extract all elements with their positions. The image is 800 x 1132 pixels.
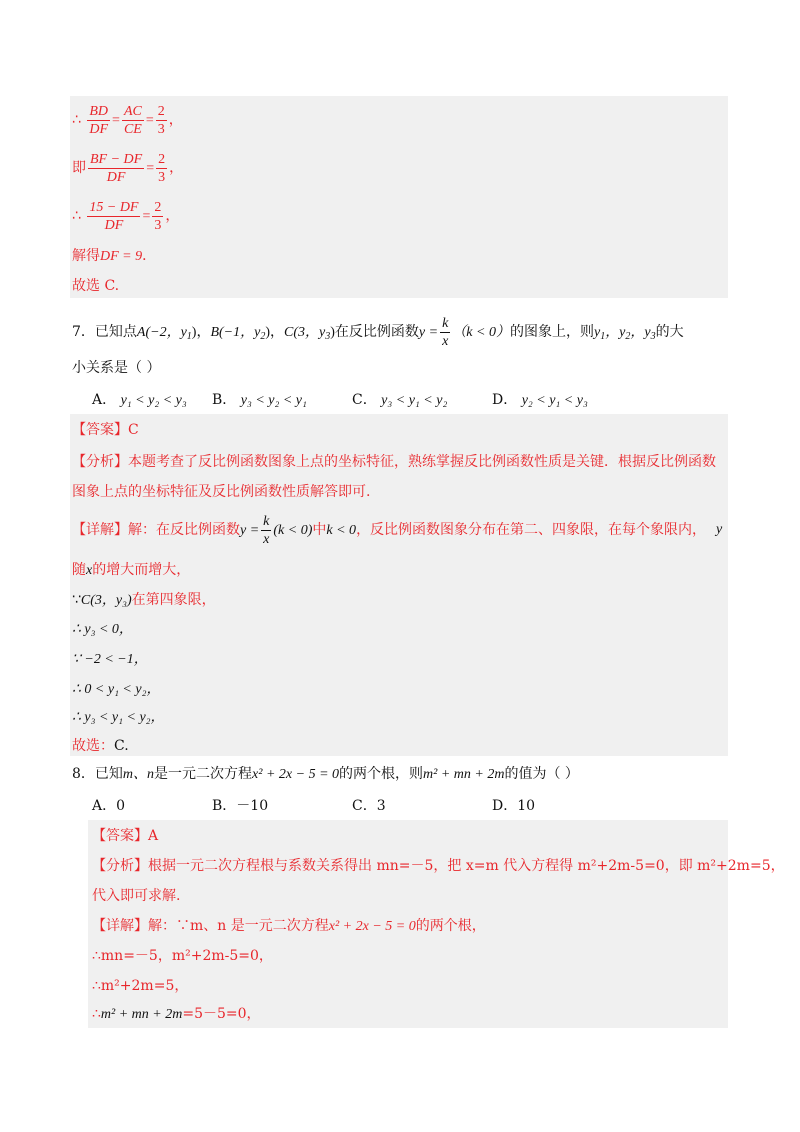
q7-analysis-1: 【分析】本题考查了反比例函数图象上点的坐标特征，熟练掌握反比例函数性质是关键．根据反比例函数	[72, 454, 716, 470]
top-step-2: 即 $\frac{BF - DF}{DF}$ = $\frac{2}{3}$ ，	[72, 151, 184, 185]
q8-step-1: ∴mn=－5，m²+2m-5=0，	[92, 948, 273, 964]
q8-option-d[interactable]: D．10	[492, 798, 536, 814]
q8-step-3: ∴m² + mn + 2m=5－5=0，	[92, 1006, 261, 1022]
q8-step-2: ∴m²+2m=5，	[92, 978, 189, 994]
q7-step-3: ∵ −2 < −1，	[72, 652, 148, 667]
q7-option-b[interactable]: B． y₃ < y₂ < y₁	[212, 392, 307, 408]
q7-analysis-2: 图象上点的坐标特征及反比例函数性质解答即可.	[72, 484, 371, 500]
q7-detail-line1: 【详解】解：在反比例函数y = $\frac{k}{x}$ (k < 0)中k < 0，反比例函数图象分布在第二、四象限，在每个象限内，	[72, 513, 707, 547]
top-step-3: ∴ $\frac{15 - DF}{DF}$ = $\frac{2}{3}$ ，	[72, 199, 180, 233]
top-step-1: ∴ $\frac{BD}{DF}$ = $\frac{AC}{CE}$ = $\frac{2}{3}$ ，	[72, 103, 183, 137]
q7-option-d[interactable]: D． y₂ < y₁ < y₃	[492, 392, 588, 408]
top-step-5: 故选 C.	[72, 278, 120, 294]
q7-step-4: ∴ 0 < y₁ < y₂，	[72, 682, 161, 697]
q8-detail: 【详解】解：∵m、n 是一元二次方程x² + 2x − 5 = 0的两个根，	[92, 918, 486, 934]
q8-analysis-2: 代入即可求解.	[92, 888, 181, 904]
q8-option-b[interactable]: B．－10	[212, 798, 269, 814]
q8-option-a[interactable]: A．0	[92, 798, 126, 814]
top-step-4: 解得DF = 9．	[72, 248, 157, 264]
q7-option-a[interactable]: A． y₁ < y₂ < y₃	[92, 392, 187, 408]
q7-option-c[interactable]: C． y₃ < y₁ < y₂	[352, 392, 448, 408]
q8-option-c[interactable]: C．3	[352, 798, 386, 814]
q7-detail-line2: 随x的增大而增大，	[72, 562, 191, 578]
q7-step-5: ∴ y₃ < y₁ < y₂，	[72, 710, 165, 725]
q7-step-1: ∵C(3，y₃)在第四象限，	[72, 592, 216, 608]
q7-step-6: 故选：C.	[72, 738, 129, 754]
q8-answer: 【答案】A	[92, 828, 159, 844]
q8-analysis-1: 【分析】根据一元二次方程根与系数关系得出 mn=－5，把 x=m 代入方程得 m²+2m-5=0，即 m²+2m=5，	[92, 858, 785, 874]
q7-stem-line2: 小关系是（ ）	[72, 360, 161, 376]
q8-stem: 8．已知m、n是一元二次方程x² + 2x − 5 = 0的两个根，则m² + mn + 2m的值为（ ）	[72, 766, 579, 782]
q7-stem-line1: 7．已知点A(−2，$y_1$)，B(−1，$y_2$)，C(3，$y_3$)在反比例函数y = $\frac{k}{x}$ （k < 0）的图象上，则$y_1$，$y_2$，$y_3$的大	[72, 315, 684, 349]
q7-answer: 【答案】C	[72, 422, 139, 438]
q7-step-2: ∴ y₃ < 0，	[72, 622, 133, 637]
q7-detail-y: y	[716, 522, 723, 537]
